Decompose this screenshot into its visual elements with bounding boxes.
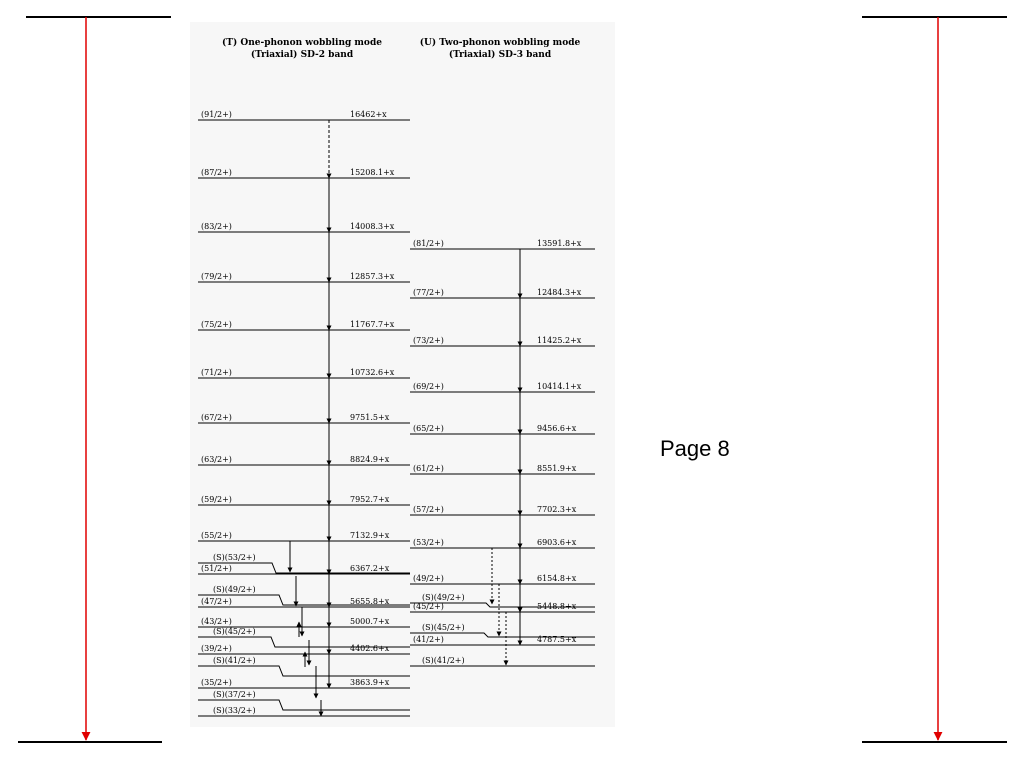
band-t-spin-label: (91/2+) [201, 110, 232, 119]
band-u-energy-label: 12484.3+x [537, 288, 582, 297]
band-u-spin-label: (41/2+) [413, 635, 444, 644]
band-t-energy-label: 7952.7+x [350, 495, 390, 504]
band-t-title-1: (T) One-phonon wobbling mode [222, 38, 382, 48]
band-t-spin-label: (67/2+) [201, 413, 232, 422]
band-u-side-spin-label: (S)(41/2+) [422, 656, 465, 665]
band-t-spin-label: (43/2+) [201, 617, 232, 626]
band-t-spin-label: (83/2+) [201, 222, 232, 231]
band-u-spin-label: (65/2+) [413, 424, 444, 433]
band-t-energy-label: 12857.3+x [350, 272, 395, 281]
band-t-energy-label: 6367.2+x [350, 564, 390, 573]
band-t-spin-label: (35/2+) [201, 678, 232, 687]
band-u-energy-label: 5448.8+x [537, 602, 577, 611]
band-u-energy-label: 6154.8+x [537, 574, 577, 583]
band-u-title-1: (U) Two-phonon wobbling mode [419, 38, 581, 48]
band-t-spin-label: (39/2+) [201, 644, 232, 653]
band-u-side-spin-label: (S)(49/2+) [422, 593, 465, 602]
band-u-side-spin-label: (S)(45/2+) [422, 623, 465, 632]
band-t-energy-label: 8824.9+x [350, 455, 390, 464]
band-u-spin-label: (61/2+) [413, 464, 444, 473]
band-u-energy-label: 7702.3+x [537, 505, 577, 514]
band-t-spin-label: (79/2+) [201, 272, 232, 281]
band-t-energy-label: 10732.6+x [350, 368, 395, 377]
band-t-spin-label: (87/2+) [201, 168, 232, 177]
band-u-spin-label: (81/2+) [413, 239, 444, 248]
band-t-title-2: (Triaxial) SD-2 band [250, 50, 354, 60]
band-u-spin-label: (57/2+) [413, 505, 444, 514]
band-t-side-spin-label: (S)(37/2+) [213, 690, 256, 699]
band-t-energy-label: 14008.3+x [350, 222, 395, 231]
band-t-energy-label: 4402.6+x [350, 644, 390, 653]
band-t-energy-label: 11767.7+x [350, 320, 395, 329]
band-t-spin-label: (47/2+) [201, 597, 232, 606]
band-t-side-spin-label: (S)(53/2+) [213, 553, 256, 562]
band-t-spin-label: (59/2+) [201, 495, 232, 504]
band-t-side-spin-label: (S)(33/2+) [213, 706, 256, 715]
band-u-energy-label: 6903.6+x [537, 538, 577, 547]
band-u-title-2: (Triaxial) SD-3 band [448, 50, 552, 60]
figure-panel [190, 22, 615, 727]
band-u-energy-label: 8551.9+x [537, 464, 577, 473]
band-t-spin-label: (71/2+) [201, 368, 232, 377]
band-t-energy-label: 9751.5+x [350, 413, 390, 422]
band-u-energy-label: 9456.6+x [537, 424, 577, 433]
band-u-spin-label: (53/2+) [413, 538, 444, 547]
band-t-energy-label: 16462+x [350, 110, 387, 119]
band-t-side-spin-label: (S)(41/2+) [213, 656, 256, 665]
band-t-spin-label: (63/2+) [201, 455, 232, 464]
band-u-energy-label: 11425.2+x [537, 336, 582, 345]
band-t-spin-label: (75/2+) [201, 320, 232, 329]
band-u-spin-label: (77/2+) [413, 288, 444, 297]
band-u-spin-label: (49/2+) [413, 574, 444, 583]
band-t-side-spin-label: (S)(45/2+) [213, 627, 256, 636]
page-label: Page 8 [660, 436, 730, 461]
band-t-energy-label: 3863.9+x [350, 678, 390, 687]
band-t-energy-label: 5655.8+x [350, 597, 390, 606]
band-u-spin-label: (45/2+) [413, 602, 444, 611]
band-t-energy-label: 5000.7+x [350, 617, 390, 626]
band-u-energy-label: 13591.8+x [537, 239, 582, 248]
band-t-spin-label: (51/2+) [201, 564, 232, 573]
band-u-energy-label: 4787.5+x [537, 635, 577, 644]
band-t-energy-label: 7132.9+x [350, 531, 390, 540]
band-t-side-spin-label: (S)(49/2+) [213, 585, 256, 594]
band-u-spin-label: (73/2+) [413, 336, 444, 345]
band-t-spin-label: (55/2+) [201, 531, 232, 540]
band-u-spin-label: (69/2+) [413, 382, 444, 391]
band-u-energy-label: 10414.1+x [537, 382, 582, 391]
band-t-energy-label: 15208.1+x [350, 168, 395, 177]
